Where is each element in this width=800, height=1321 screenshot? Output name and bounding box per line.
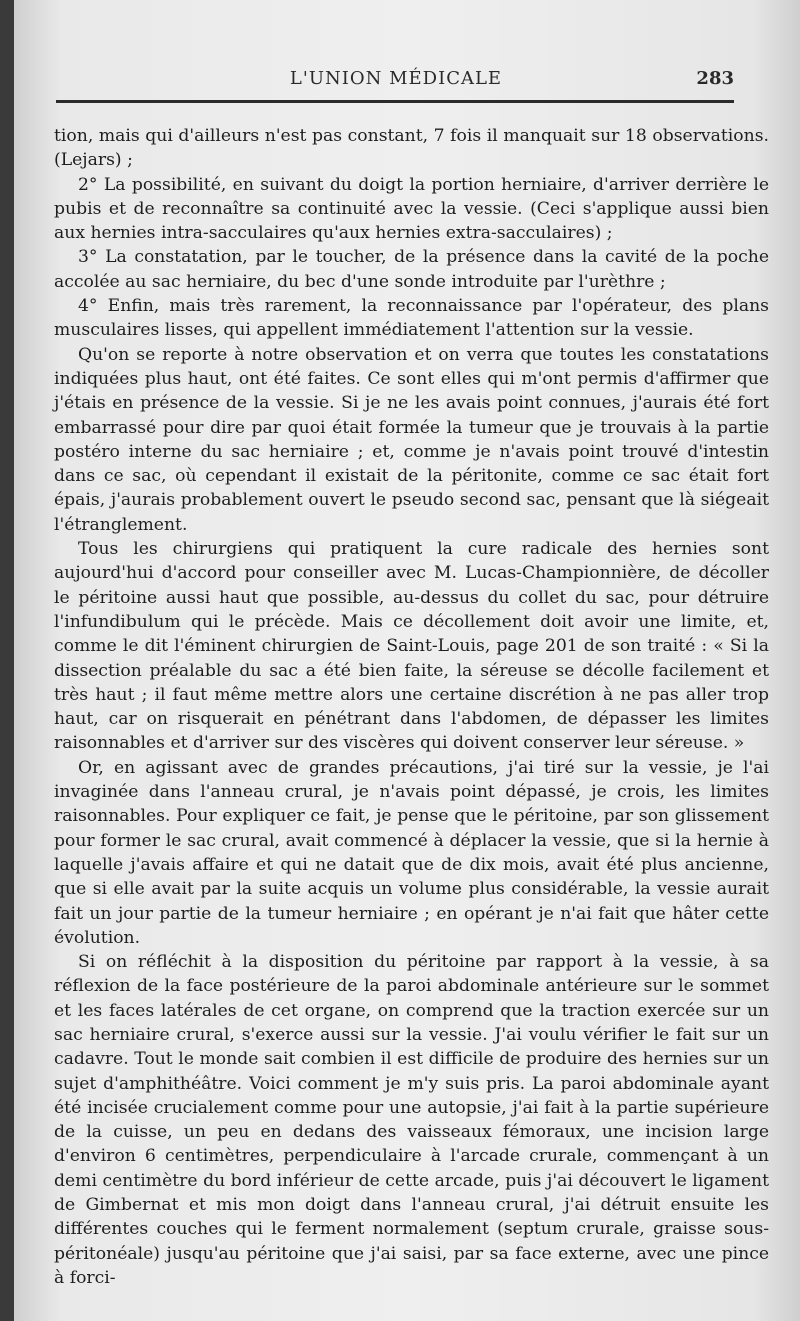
paragraph: Tous les chirurgiens qui pratiquent la cure radicale des hernies sont aujourd'hui d'accord pour conseiller avec M. Lucas-Championnière, de décoller le péritoine aussi haut que possible, au-dessus du collet du sac, pour détruire l'infundibulum qui le précède. Mais ce décollement doit avoir une limite, et, comme le dit l'éminent chirurgien de Saint-Louis, page 201 de son traité : « Si la dissection préalable du sac a été bien faite, la séreuse se décolle facilement et très haut ; il faut même mettre alors une certaine discrétion à ne pas aller trop haut, car on risquerait en pénétrant dans l'abdomen, de dépasser les limites raisonnables et d'arriver sur des viscères qui doivent conserver leur séreuse. » <box>54 539 769 754</box>
paragraph: 2° La possibilité, en suivant du doigt la portion herniaire, d'arriver derrière le pubis et de reconnaître sa continuité avec la vessie. (Ceci s'applique aussi bien aux hernies intra-sacculaires qu'aux hernies extra-sacculaires) ; <box>54 174 769 244</box>
page-number: 283 <box>696 68 734 89</box>
paragraph: 4° Enfin, mais très rarement, la reconnaissance par l'opérateur, des plans musculaires lisses, qui appellent immédiatement l'attention sur la vessie. <box>54 296 769 341</box>
header-rule <box>56 100 734 103</box>
paragraph: 3° La constatation, par le toucher, de la présence dans la cavité de la poche accolée au sac herniaire, du bec d'une sonde introduite par l'urèthre ; <box>54 247 769 292</box>
page-header <box>56 62 736 92</box>
paragraph: Si on réfléchit à la disposition du péritoine par rapport à la vessie, à sa réflexion de la face postérieure de la paroi abdominale antérieure sur le sommet et les faces latérales de cet organe, on comprend que la traction exercée sur un sac herniaire crural, s'exerce aussi sur la vessie. J'ai voulu vérifier le fait sur un cadavre. Tout le monde sait combien il est difficile de produire des hernies sur un sujet d'amphithéâtre. Voici comment je m'y suis pris. La paroi abdominale ayant été incisée crucialement comme pour une autopsie, j'ai fait à la partie supérieure de la cuisse, un peu en dedans des vaisseaux fémoraux, une incision large d'environ 6 centimètres, perpendiculaire à l'arcade crurale, commençant à un demi centimètre du bord inférieur de cette arcade, puis j'ai découvert le ligament de Gimbernat et mis mon doigt dans l'anneau crural, j'ai détruit ensuite les différentes couches qui le ferment normalement (septum crurale, graisse sous-péritonéale) jusqu'au péritoine que j'ai saisi, par sa face externe, avec une pince à forci- <box>54 952 769 1288</box>
paragraph: Or, en agissant avec de grandes précautions, j'ai tiré sur la vessie, je l'ai invaginée dans l'anneau crural, je n'avais point dépassé, je crois, les limites raisonnables. Pour expliquer ce fait, je pense que le péritoine, par son glissement pour former le sac crural, avait commencé à déplacer la vessie, que si la hernie à laquelle j'avais affaire et qui ne datait que de dix mois, avait été plus ancienne, que si elle avait par la suite acquis un volume plus considérable, la vessie aurait fait un jour partie de la tumeur herniaire ; en opérant je n'ai fait que hâter cette évolution. <box>54 757 769 948</box>
page-sheet <box>14 0 800 1321</box>
article-body <box>54 124 769 1290</box>
paragraph: tion, mais qui d'ailleurs n'est pas constant, 7 fois il manquait sur 18 observations. (Lejars) ; <box>54 126 769 171</box>
running-title: L'UNION MÉDICALE <box>289 68 503 89</box>
paragraph: Qu'on se reporte à notre observation et on verra que toutes les constatations indiquées plus haut, ont été faites. Ce sont elles qui m'ont permis d'affirmer que j'étais en présence de la vessie. Si je ne les avais point connues, j'aurais été fort embarrassé pour dire par quoi était formée la tumeur que je trouvais à la partie postéro interne du sac herniaire ; et, comme je n'avais point trouvé d'intestin dans ce sac, où cependant il existait de la péritonite, comme ce sac était fort épais, j'aurais probablement ouvert le pseudo second sac, pensant que là siégeait l'étranglement. <box>54 344 769 535</box>
